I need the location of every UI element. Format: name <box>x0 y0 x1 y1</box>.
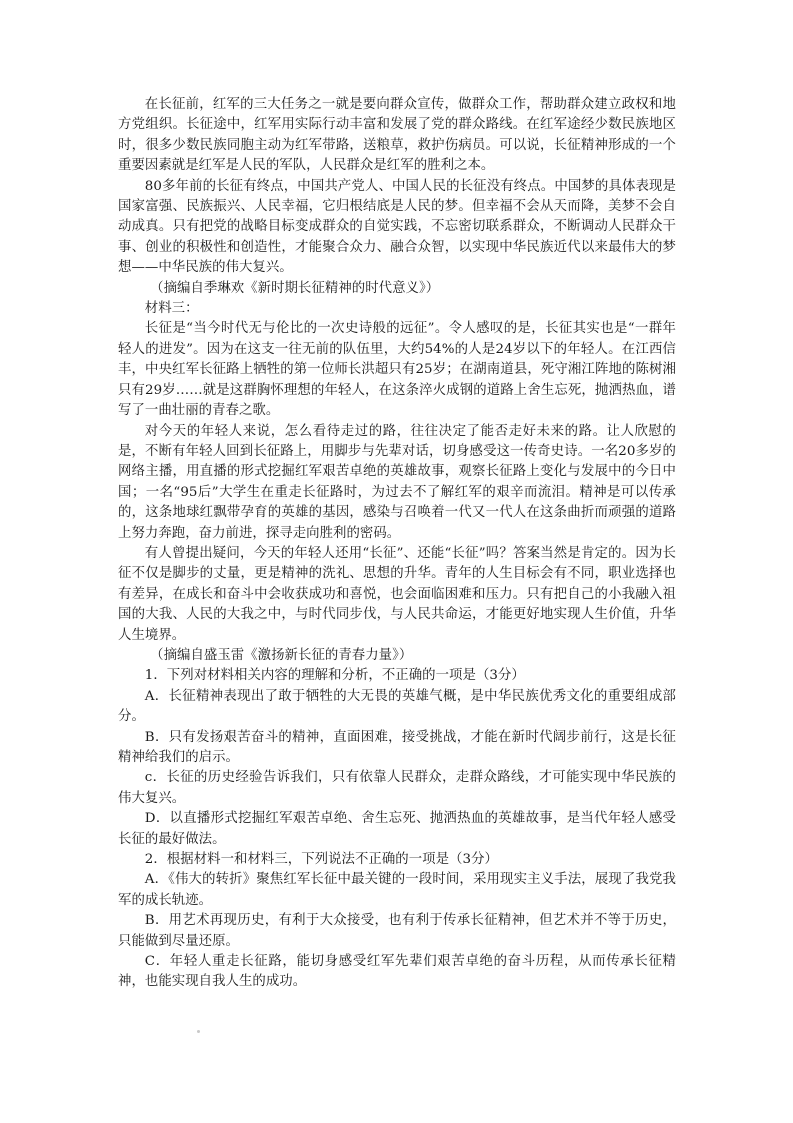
question-1-option-b: B．只有发扬艰苦奋斗的精神，直面困难，接受挑战，才能在新时代阔步前行，这是长征精神给我们的启示。 <box>118 729 676 765</box>
material2-paragraph-2: 80多年前的长征有终点，中国共产党人、中国人民的长征没有终点。中国梦的具体表现是国家富强、民族振兴、人民幸福，它归根结底是人民的梦。但幸福不会从天而降，美梦不会自动成真。只有把党的战略目标变成群众的自觉实践，不忘密切联系群众，不断调动人民群众干事、创业的积极性和创造性，才能聚合众力、融合众智，以实现中华民族近代以来最伟大的梦想——中华民族的伟大复兴。 <box>118 178 676 276</box>
material2-paragraph-1: 在长征前，红军的三大任务之一就是要向群众宣传，做群众工作，帮助群众建立政权和地方党组织。长征途中，红军用实际行动丰富和发展了党的群众路线。在红军途经少数民族地区时，很多少数民族同胞主动为红军带路，送粮草，救护伤病员。可以说，长征精神形成的一个重要因素就是红军是人民的军队，人民群众是红军的胜利之本。 <box>118 97 676 174</box>
question-2-option-a: A．《伟大的转折》聚焦红军长征中最关键的一段时间，采用现实主义手法，展现了我党我军的成长轨迹。 <box>118 872 676 908</box>
material3-paragraph-3: 有人曾提出疑问，今天的年轻人还用“长征”、还能“长征”吗？答案当然是肯定的。因为长征不仅是脚步的丈量，更是精神的洗礼、思想的升华。青年的人生目标会有不同，职业选择也有差异，在成长和奋斗中会收获成功和喜悦，也会面临困难和压力。只有把自己的小我融入祖国的大我、人民的大我之中，与时代同步伐，与人民共命运，才能更好地实现人生价值，升华人生境界。 <box>118 545 676 643</box>
question-2-option-c: C．年轻人重走长征路，能切身感受红军先辈们艰苦卓绝的奋斗历程，从而传承长征精神，也能实现自我人生的成功。 <box>118 954 676 990</box>
question-1-stem: 1．下列对材料相关内容的理解和分析，不正确的一项是（3分） <box>144 668 525 684</box>
material2-source: （摘编自季琳欢《新时期长征精神的时代意义》） <box>150 280 440 296</box>
material3-paragraph-1: 长征是“当今时代无与伦比的一次史诗般的远征”。令人感叹的是，长征其实也是“一群年轻人的进发”。因为在这支一往无前的队伍里，大约54%的人是24岁以下的年轻人。在江西信丰，中央红军长征路上牺牲的第一位师长洪超只有25岁；在湖南道县，死守湘江阵地的陈树湘只有29岁……就是这群胸怀理想的年轻人，在这条淬火成钢的道路上舍生忘死，抛洒热血，谱写了一曲壮丽的青春之歌。 <box>118 321 676 419</box>
scan-speck <box>197 1030 200 1033</box>
question-2-stem: 2．根据材料一和材料三，下列说法不正确的一项是（3分） <box>144 852 498 868</box>
question-1-option-c: c．长征的历史经验告诉我们，只有依靠人民群众，走群众路线，才可能实现中华民族的伟大复兴。 <box>118 770 676 806</box>
question-1-option-a: A．长征精神表现出了敢于牺牲的大无畏的英雄气概，是中华民族优秀文化的重要组成部分。 <box>118 688 676 725</box>
material3-heading: 材料三： <box>144 301 199 317</box>
question-1-option-d: D．以直播形式挖掘红军艰苦卓绝、舍生忘死、抛洒热血的英雄故事，是当代年轻人感受长征的最好做法。 <box>118 811 676 847</box>
material3-paragraph-2: 对今天的年轻人来说，怎么看待走过的路，往往决定了能否走好未来的路。让人欣慰的是，不断有年轻人回到长征路上，用脚步与先辈对话，切身感受这一传奇史诗。一名20多岁的网络主播，用直播的形式挖掘红军艰苦卓绝的英雄故事，观察长征路上变化与发展中的今日中国；一名“95后”大学生在重走长征路时，为过去不了解红军的艰辛而流泪。精神是可以传承的，这条地球红飘带孕育的英雄的基因，感染与召唤着一代又一代人在这条曲折而顽强的道路上努力奔跑，奋力前进，探寻走向胜利的密码。 <box>118 423 676 541</box>
material3-source: （摘编自盛玉雷《激扬新长征的青春力量》） <box>150 647 413 663</box>
question-2-option-b: B．用艺术再现历史，有利于大众接受，也有利于传承长征精神，但艺术并不等于历史，只能做到尽量还原。 <box>118 913 676 949</box>
exam-page <box>118 95 676 993</box>
